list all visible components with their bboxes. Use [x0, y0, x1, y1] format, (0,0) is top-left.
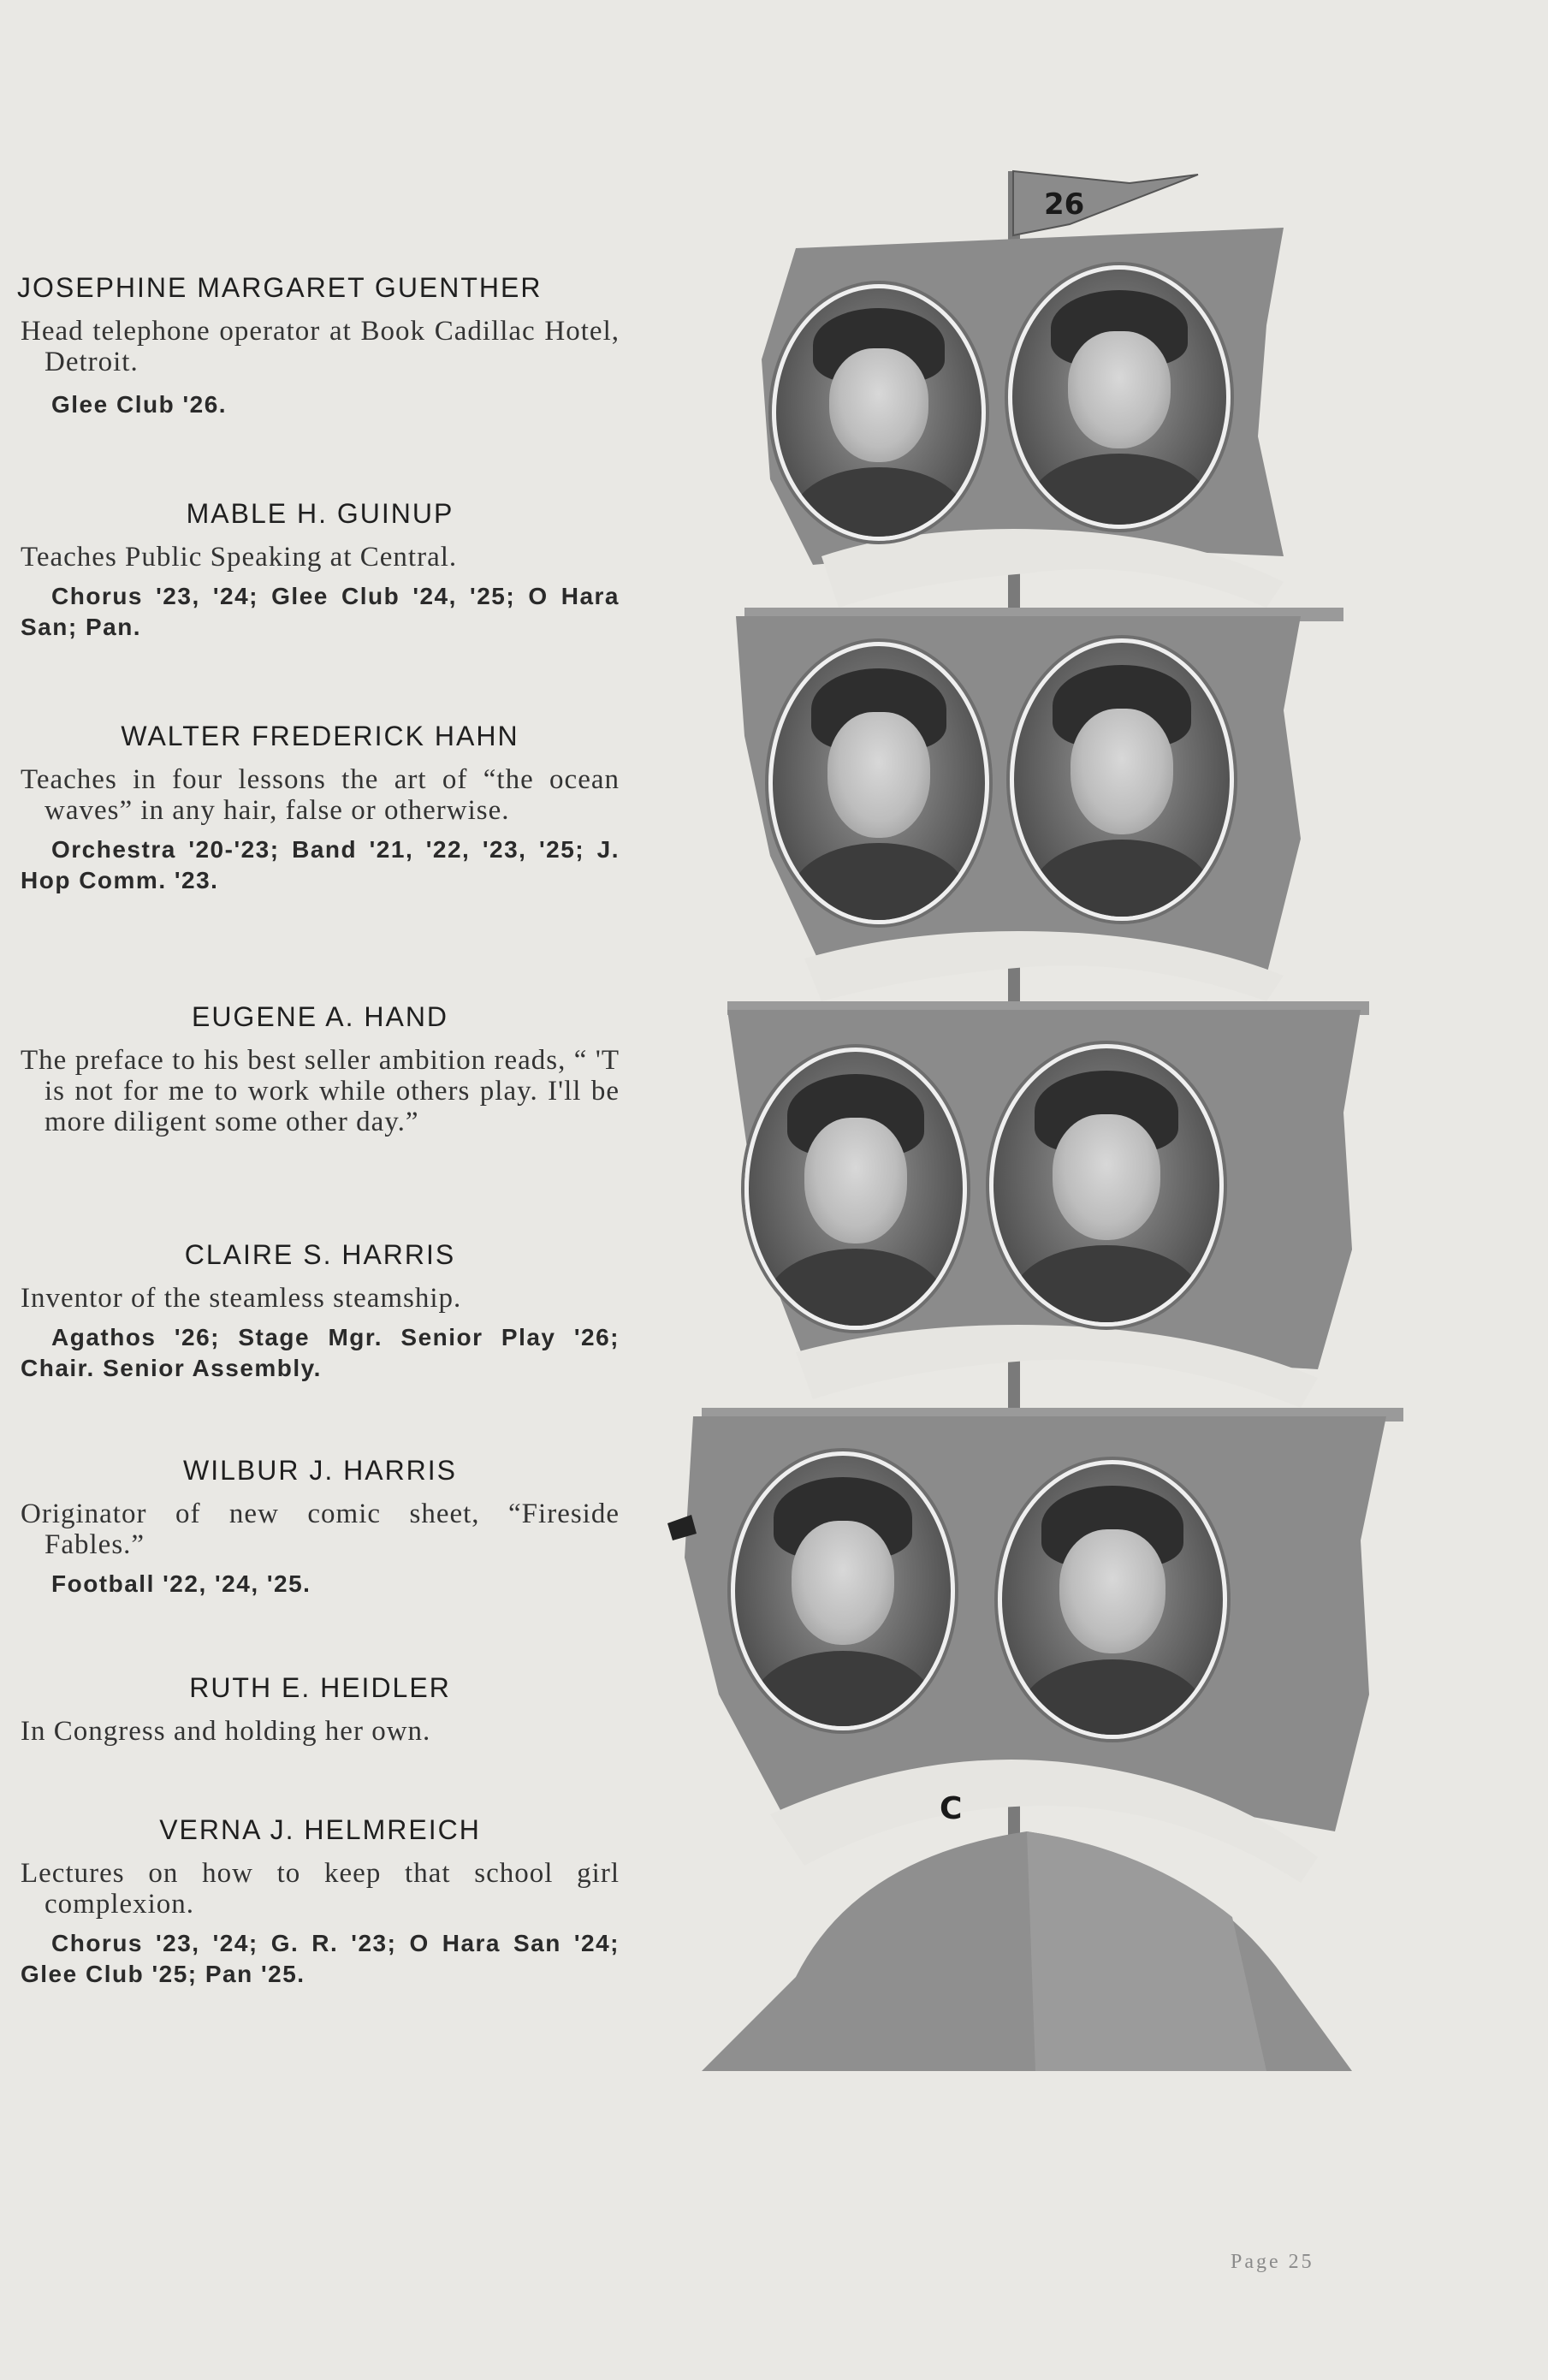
entry-guenther	[17, 272, 620, 420]
portrait-guenther	[772, 284, 986, 541]
portrait-helmreich	[998, 1460, 1227, 1739]
entry-activities: Chorus '23, '24; Glee Club '24, '25; O Hara San; Pan.	[21, 583, 620, 640]
portrait-guinup	[1008, 265, 1231, 529]
entry-helmreich	[21, 1814, 620, 1990]
entry-claire-harris	[21, 1239, 620, 1384]
ship-illustration	[667, 154, 1403, 2088]
entry-description: Lectures on how to keep that school girl complexion.	[21, 1858, 620, 1920]
entry-activities: Glee Club '26.	[51, 391, 228, 418]
entry-name: VERNA J. HELMREICH	[159, 1814, 481, 1845]
hull-side-panel	[1027, 1831, 1266, 2071]
entry-name: CLAIRE S. HARRIS	[184, 1239, 456, 1270]
entry-description: Teaches Public Speaking at Central.	[21, 542, 458, 573]
hull-letter: C	[940, 1791, 963, 1826]
entry-activities: Orchestra '20-'23; Band '21, '22, '23, '25; J. Hop Comm. '23.	[21, 836, 620, 893]
entry-name: WILBUR J. HARRIS	[182, 1455, 458, 1486]
entry-activities: Agathos '26; Stage Mgr. Senior Play '26; Chair. Senior Assembly.	[21, 1324, 620, 1381]
entry-description: Originator of new comic sheet, “Fireside Fables.”	[21, 1499, 620, 1560]
entry-guinup	[21, 498, 620, 643]
entry-description: The preface to his best seller ambition reads, “ 'T is not for me to work while others play. I'll be more diligent some other day.”	[21, 1045, 620, 1137]
page-number: Page 25	[1231, 2251, 1314, 2273]
entry-activities: Football '22, '24, '25.	[51, 1570, 311, 1597]
portrait-hahn	[768, 642, 989, 924]
entry-description: Teaches in four lessons the art of “the ocean waves” in any hair, false or otherwise.	[21, 764, 620, 826]
entry-activities: Chorus '23, '24; G. R. '23; O Hara San '24; Glee Club '25; Pan '25.	[21, 1930, 620, 1987]
entry-name: MABLE H. GUINUP	[186, 498, 454, 529]
entry-hahn	[21, 721, 620, 896]
entry-name: RUTH E. HEIDLER	[189, 1672, 451, 1703]
entry-heidler	[21, 1672, 620, 1747]
entry-description: Head telephone operator at Book Cadillac Hotel, Detroit.	[21, 316, 620, 377]
portrait-heidler	[731, 1451, 955, 1730]
entry-description: Inventor of the steamless steamship.	[21, 1283, 462, 1314]
portrait-wilbur-harris	[989, 1044, 1224, 1327]
entry-name: EUGENE A. HAND	[191, 1001, 449, 1032]
entry-hand	[21, 1001, 620, 1137]
entry-name: WALTER FREDERICK HAHN	[121, 721, 519, 751]
portrait-claire-harris	[744, 1048, 967, 1330]
pennant-flag	[1013, 171, 1198, 235]
text-column	[0, 0, 650, 2380]
entry-description: In Congress and holding her own.	[21, 1716, 431, 1747]
entry-name: JOSEPHINE MARGARET GUENTHER	[17, 272, 543, 303]
pennant-number: 26	[1044, 187, 1085, 222]
entry-wilbur-harris	[21, 1455, 620, 1600]
portrait-hand	[1010, 638, 1234, 921]
